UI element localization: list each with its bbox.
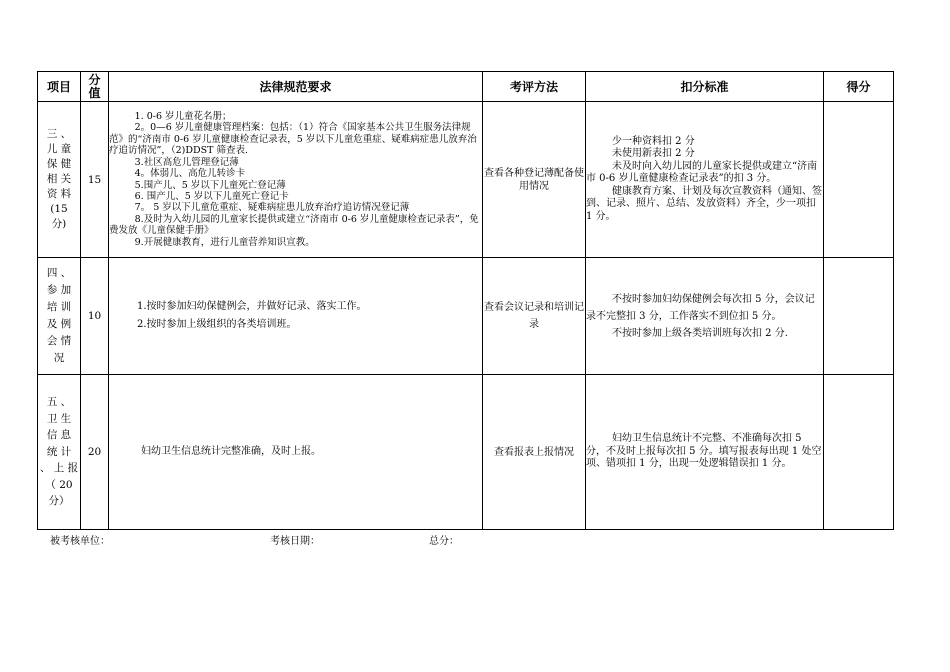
requirement-line: 1.按时参加妇幼保健例会，并做好记录、落实工作。	[137, 301, 367, 312]
row-deductions	[586, 375, 824, 530]
footer-total-label: 总分：	[429, 536, 459, 547]
requirement-line: 2。0—6 岁儿童健康管理档案：包括：（1）符合《国家基本公共卫生服务法律规范》的“济南市 0-6 岁儿童健康检查记录表，5 岁以下儿童危重症、疑难病症患儿放弃治疗追访情况”，（2)DDST 筛查表.	[109, 122, 477, 157]
table-row	[38, 375, 894, 530]
row-item-line: 相 关	[46, 173, 72, 185]
requirement-line: 妇幼卫生信息统计完整准确，及时上报。	[141, 446, 321, 458]
row-item-cell	[38, 102, 81, 258]
footer-unit-label: 被考核单位：	[50, 536, 110, 547]
header-item: 项目	[38, 72, 81, 102]
row-requirements	[109, 375, 483, 530]
row-item-line: 五 、	[46, 396, 72, 409]
row-item-line: （ 20	[45, 478, 73, 491]
requirement-line: 3.社区高危儿管理登记薄	[134, 156, 239, 168]
row-item-line: 信 息	[46, 429, 72, 442]
row-method: 查看报表上报情况	[483, 375, 586, 530]
header-row	[38, 72, 894, 102]
row-requirements	[109, 102, 483, 258]
row-item-line: 三 、	[46, 128, 72, 140]
deduction-line: 不按时参加妇幼保健例会每次扣 5 分，会议记录不完整扣 3 分，工作落实不到位扣 5 分。	[586, 293, 815, 322]
row-requirements	[109, 258, 483, 375]
row-item-line: 资 料	[46, 188, 72, 200]
row-item-line: (15	[50, 203, 68, 215]
header-got: 得分	[824, 72, 894, 102]
requirement-line: 8.及时为入幼儿园的儿童家长提供或建立“济南市 0-6 岁儿童健康检查记录表”，免费发放《儿童保健手册》	[109, 213, 479, 237]
row-item-cell	[38, 375, 81, 530]
header-method: 考评方法	[483, 72, 586, 102]
deduction-line: 妇幼卫生信息统计不完整、不准确每次扣 5 分，不及时上报每次扣 5 分。填写报表每出现 1 处空项、错项扣 1 分，出现一处逻辑错误扣 1 分。	[586, 433, 822, 470]
deduction-line: 未及时向入幼儿园的儿童家长提供或建立“济南市 0-6 岁儿童健康检查记录表”的扣 3 分。	[586, 160, 818, 185]
requirement-line: 7。 5 岁以下儿童危重症、疑难病症患儿放弃治疗追访情况登记薄	[134, 202, 410, 214]
requirement-line: 5.围产儿、5 岁以下儿童死亡登记薄	[134, 179, 286, 191]
row-item-line: 培 训	[46, 301, 72, 313]
deduction-line: 未使用新表扣 2 分	[612, 148, 695, 160]
row-item-line: 况	[53, 352, 65, 364]
requirement-line: 9.开展健康教育，进行儿童营养知识宣教。	[134, 236, 315, 248]
row-item-line: 四 、	[46, 267, 72, 279]
row-deductions	[586, 102, 824, 258]
requirement-line: 1. 0-6 岁儿童花名册；	[134, 111, 232, 123]
row-got-score	[824, 375, 894, 530]
assessment-table	[37, 71, 894, 530]
row-item-cell	[38, 258, 81, 375]
deduction-line: 少一种资料扣 2 分	[612, 135, 695, 147]
row-score: 10	[81, 258, 109, 375]
row-item-line: 保 健	[46, 158, 72, 170]
header-score-line2: 值	[88, 85, 101, 100]
footer-date-label: 考核日期：	[270, 536, 320, 547]
row-item-line: 统 计	[46, 445, 72, 458]
row-score: 15	[81, 102, 109, 258]
requirement-line: 4。体弱儿、高危儿转诊卡	[134, 168, 246, 180]
header-requirement: 法律规范要求	[109, 72, 483, 102]
row-method: 查看会议记录和培训记录	[483, 258, 586, 375]
row-got-score	[824, 102, 894, 258]
row-item-line: 会 情	[46, 335, 72, 347]
row-method: 查看各种登记薄配备使用情况	[483, 102, 586, 258]
row-score: 20	[81, 375, 109, 530]
row-item-line: 分）	[48, 495, 70, 508]
header-deduction: 扣分标准	[586, 72, 824, 102]
row-item-line: 儿 童	[46, 143, 72, 155]
row-item-line: 卫 生	[46, 412, 72, 425]
table-row	[38, 258, 894, 375]
row-item-line: 分)	[51, 218, 67, 230]
requirement-line: 2.按时参加上级组织的各类培训班。	[137, 319, 297, 330]
row-item-line: 、 上 报	[39, 462, 79, 475]
row-item-line: 参 加	[46, 284, 72, 296]
row-deductions	[586, 258, 824, 375]
header-score-line1: 分	[88, 72, 101, 87]
row-item-line: 及 例	[46, 318, 72, 330]
header-score	[81, 72, 109, 102]
row-got-score	[824, 258, 894, 375]
deduction-line: 健康教育方案、计划及每次宣教资料（通知、签到、记录、照片、总结、发放资料）齐全，少一项扣 1 分。	[586, 185, 822, 222]
requirement-line: 6. 围产儿、5 岁以下儿童死亡登记卡	[134, 190, 289, 202]
deduction-line: 不按时参加上级各类培训班每次扣 2 分.	[612, 327, 788, 339]
table-row	[38, 102, 894, 258]
